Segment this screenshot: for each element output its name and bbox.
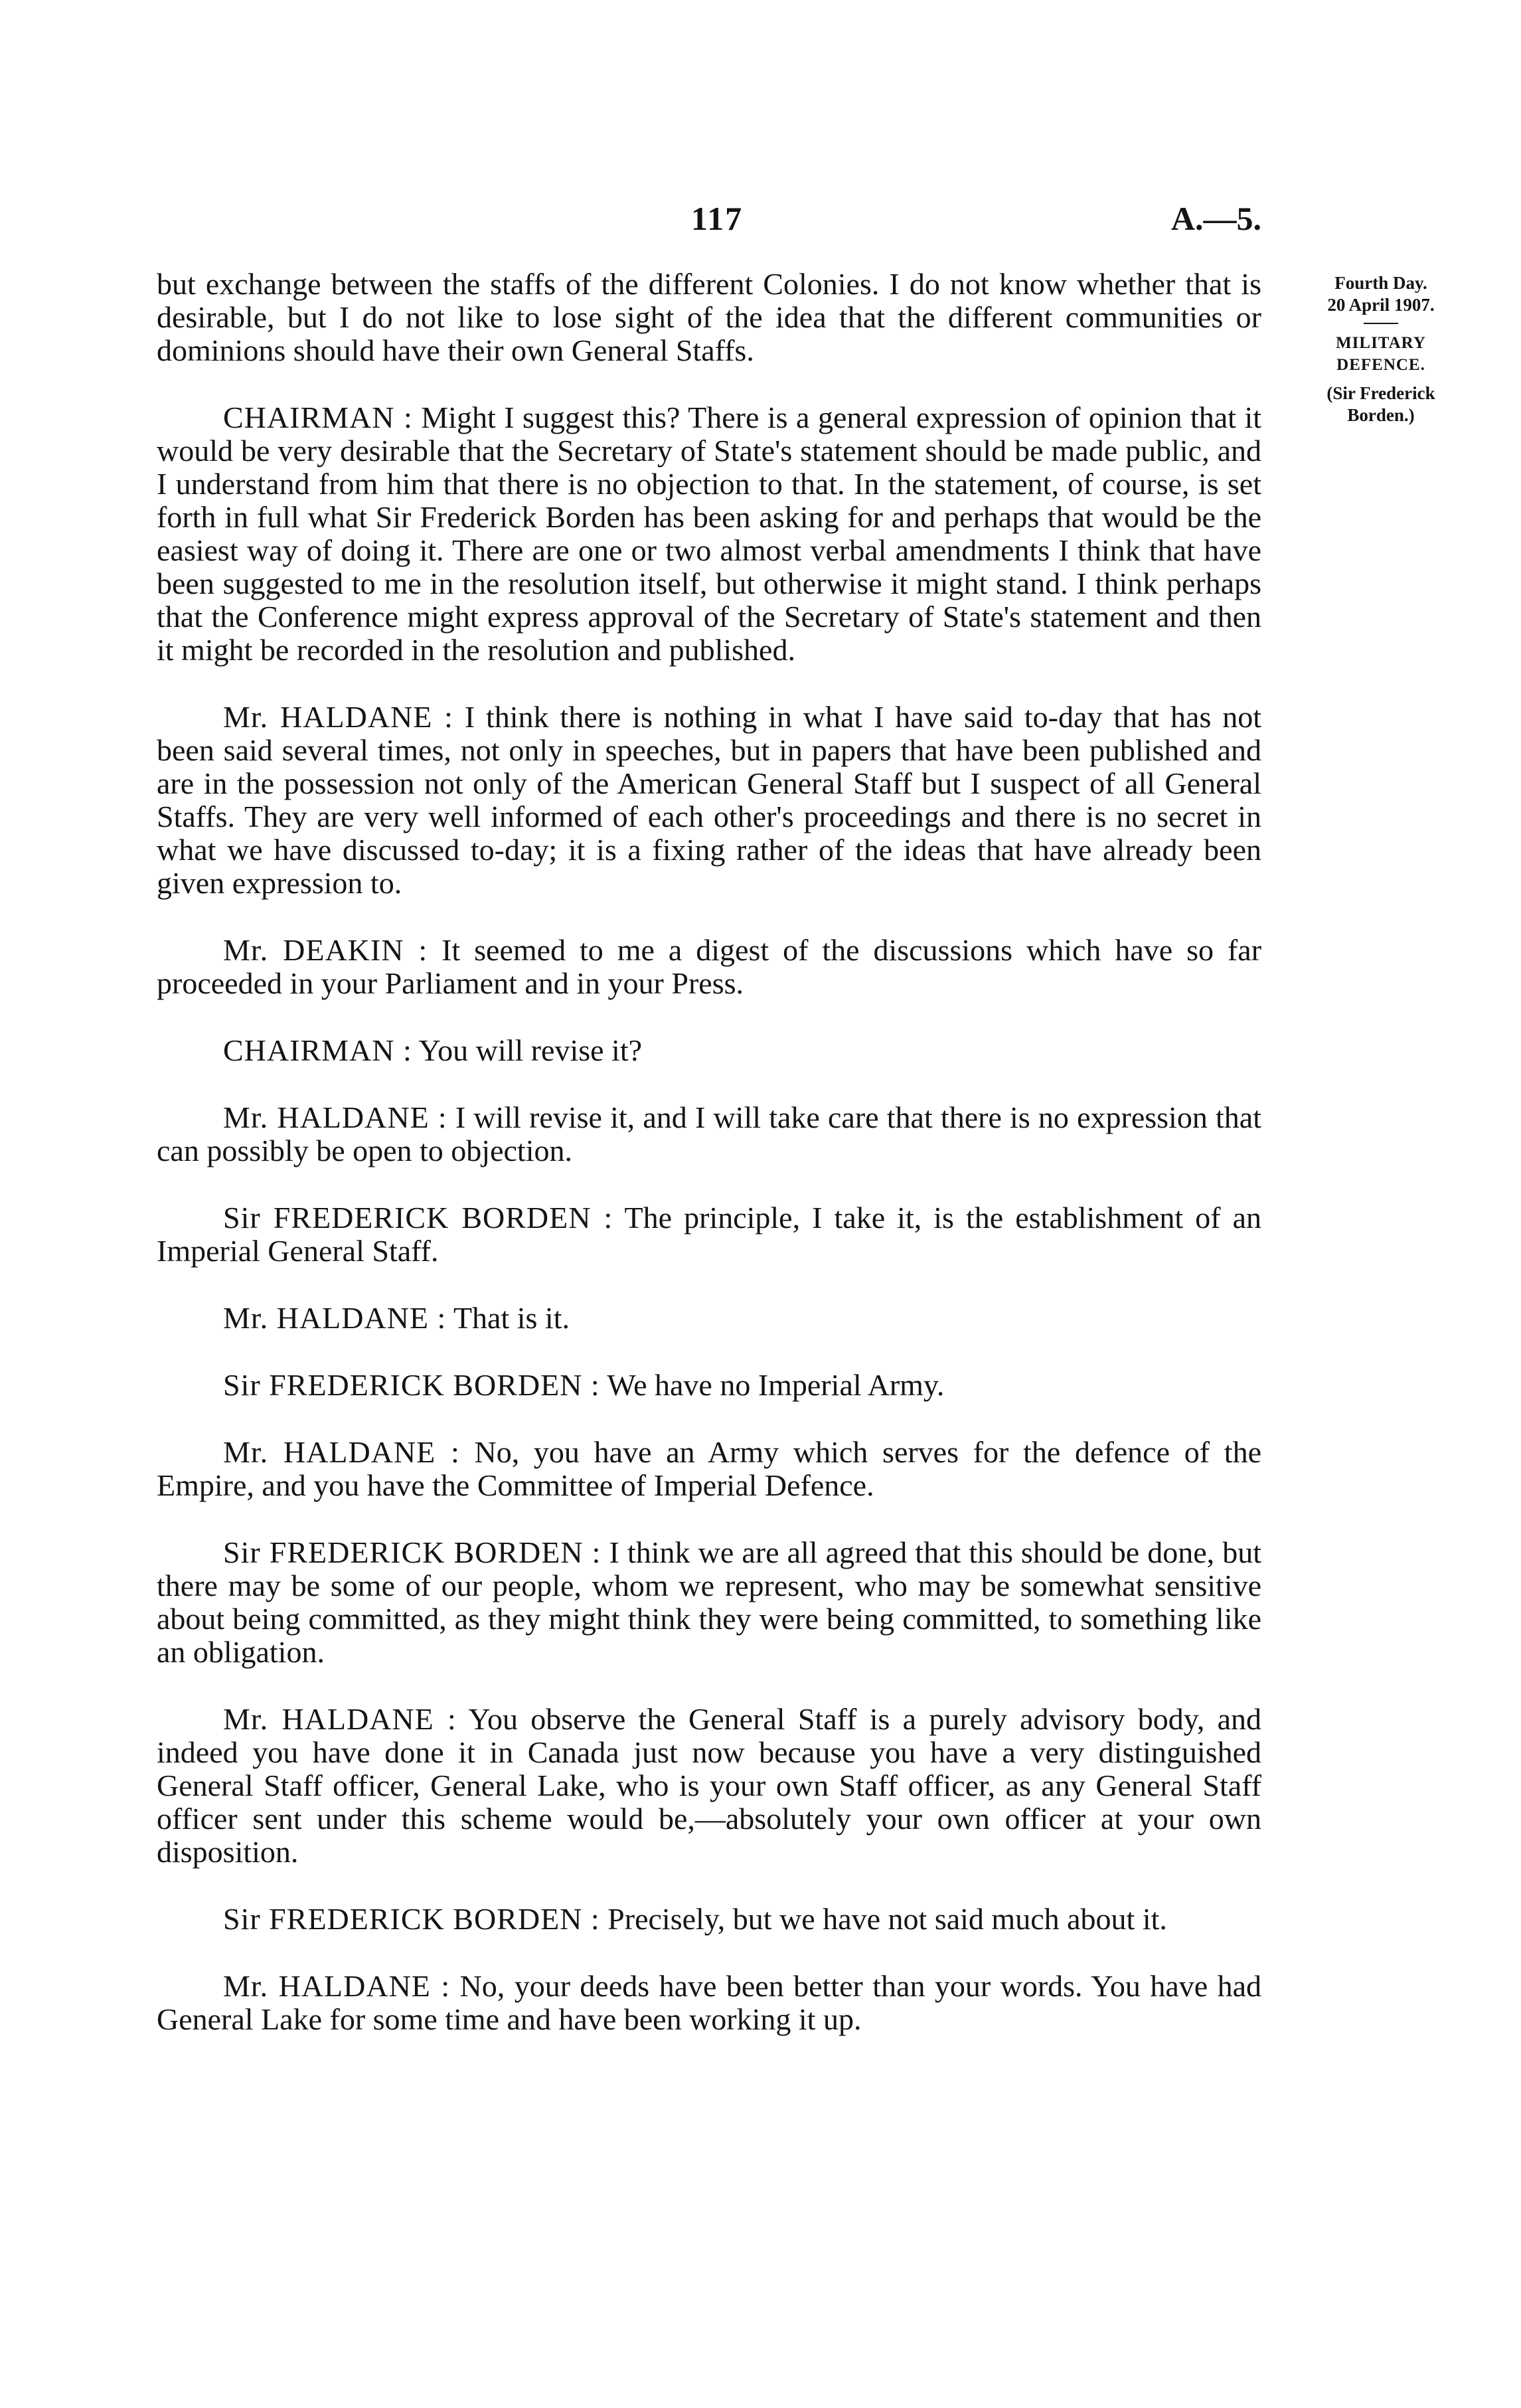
- paragraph: [157, 701, 1261, 900]
- paragraph: [157, 1101, 1261, 1167]
- paragraph-text: You observe the General Staff is a purely advisory body, and indeed you have done it in Canada just now because you have a very distinguished General Staff officer, General Lake, who is your own Staff officer, as any General Staff officer sent under this scheme would be,—absolutely your own officer at your own disposition.: [157, 1702, 1261, 1869]
- speaker-name: Mr. HALDANE :: [223, 1435, 460, 1469]
- margin-topic: MILITARY DEFENCE.: [1336, 334, 1426, 374]
- paragraph: [157, 1034, 1261, 1067]
- margin-day: Fourth Day.: [1334, 273, 1427, 293]
- paragraph: [157, 1201, 1261, 1268]
- speaker-name: Mr. HALDANE :: [223, 1100, 447, 1134]
- speaker-name: Sir FREDERICK BORDEN :: [223, 1368, 600, 1402]
- paragraph-text: No, you have an Army which serves for the defence of the Empire, and you have the Committee of Imperial Defence.: [157, 1435, 1261, 1502]
- paragraph-text: Might I suggest this? There is a general expression of opinion that it would be very desirable that the Secretary of State's statement should be made public, and I understand from him that there is no objection to that. In the statement, of course, is set forth in full what Sir Frederick Borden has been asking for and perhaps that would be the easiest way of doing it. There are one or two almost verbal amendments I think that have been suggested to me in the resolution itself, but otherwise it might stand. I think perhaps that the Conference might express approval of the Secretary of State's statement and then it might be recorded in the resolution and published.: [157, 400, 1261, 667]
- speaker-name: CHAIRMAN :: [223, 400, 413, 434]
- paragraph: [157, 1436, 1261, 1502]
- paragraph: [157, 1970, 1261, 2036]
- paragraph: [157, 1302, 1261, 1335]
- speaker-name: Mr. HALDANE :: [223, 1301, 447, 1335]
- page-number: 117: [690, 200, 744, 237]
- paragraph-text: It seemed to me a digest of the discussions which have so far proceeded in your Parliament and in your Press.: [157, 933, 1262, 1000]
- paragraph-text: We have no Imperial Army.: [607, 1368, 945, 1402]
- paragraph: [157, 268, 1261, 367]
- paragraph: [157, 1536, 1261, 1669]
- paragraph: [157, 934, 1261, 1000]
- speaker-name: Sir FREDERICK BORDEN :: [223, 1902, 600, 1936]
- paragraph-text: Precisely, but we have not said much about it.: [607, 1902, 1167, 1936]
- document-reference: A.—5.: [1170, 200, 1261, 237]
- margin-date: 20 April 1907.: [1327, 295, 1435, 315]
- paragraph-text: but exchange between the staffs of the different Colonies. I do not know whether that is desirable, but I do not like to lose sight of the idea that the different communities or dominions should have their own General Staffs.: [157, 267, 1261, 367]
- speaker-name: Mr. DEAKIN :: [223, 933, 428, 967]
- paragraph-text: I will revise it, and I will take care that there is no expression that can possibly be open to objection.: [157, 1100, 1261, 1167]
- margin-note: [1295, 272, 1467, 426]
- paragraph: [157, 1903, 1261, 1936]
- paragraph: [157, 401, 1261, 667]
- speaker-name: CHAIRMAN :: [223, 1033, 412, 1067]
- paragraph-text: The principle, I take it, is the establishment of an Imperial General Staff.: [157, 1201, 1262, 1268]
- paragraph-text: No, your deeds have been better than your words. You have had General Lake for some time and have been working it up.: [157, 1969, 1261, 2036]
- speaker-name: Sir FREDERICK BORDEN :: [223, 1535, 601, 1569]
- paragraph-text: I think there is nothing in what I have said to-day that has not been said several times, not only in speeches, but in papers that have been published and are in the possession not only of the American General Staff but I suspect of all General Staffs. They are very well informed of each other's proceedings and there is no secret in what we have discussed to-day; it is a fixing rather of the ideas that have already been given expression to.: [157, 700, 1262, 900]
- transcript-body: [157, 268, 1261, 2036]
- paragraph-text: That is it.: [453, 1301, 570, 1335]
- speaker-name: Mr. HALDANE :: [223, 700, 453, 734]
- margin-speaker: (Sir Frederick Borden.): [1326, 383, 1435, 425]
- paragraph: [157, 1369, 1261, 1402]
- paragraph-text: You will revise it?: [418, 1033, 643, 1067]
- speaker-name: Mr. HALDANE :: [223, 1702, 457, 1736]
- paragraph: [157, 1703, 1261, 1869]
- speaker-name: Mr. HALDANE :: [223, 1969, 451, 2003]
- margin-rule: [1364, 323, 1398, 324]
- speaker-name: Sir FREDERICK BORDEN :: [223, 1201, 613, 1235]
- paragraph-text: I think we are all agreed that this should be done, but there may be some of our people, whom we represent, who may be somewhat sensitive about being committed, as they might think they were being committed, to something like an obligation.: [157, 1535, 1262, 1669]
